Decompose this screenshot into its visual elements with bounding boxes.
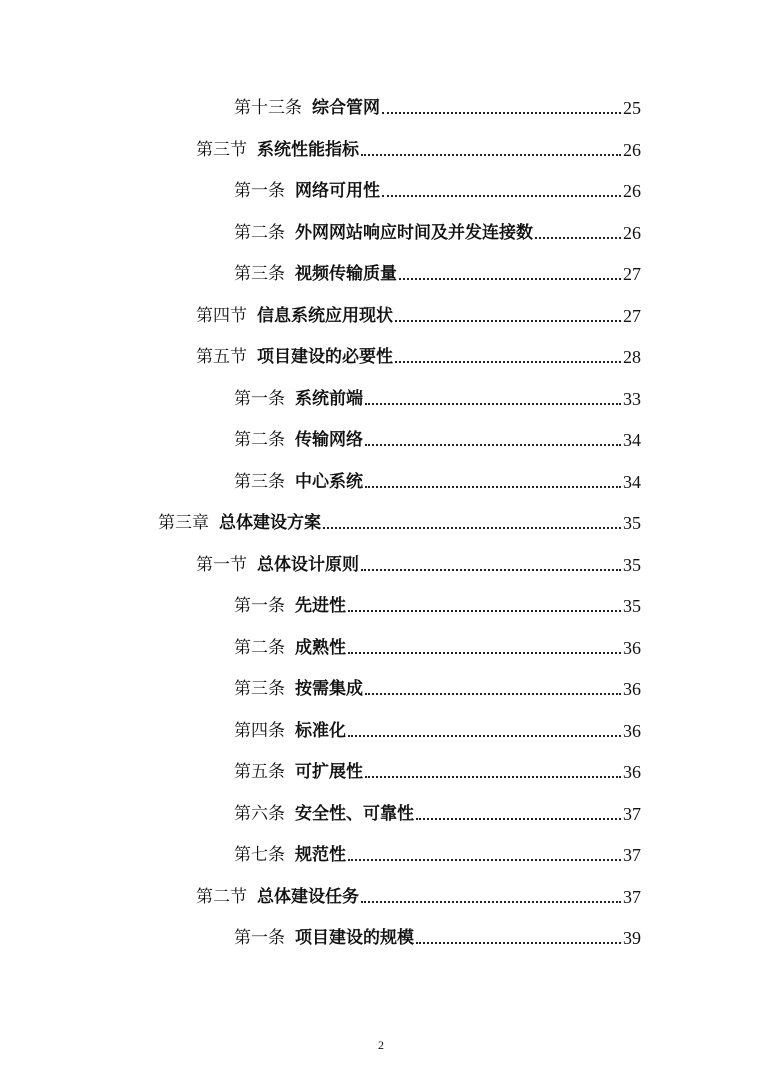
toc-entry[interactable] bbox=[234, 221, 641, 245]
toc-entry[interactable] bbox=[234, 470, 641, 494]
toc-entry-number: 第四条 bbox=[234, 721, 285, 741]
toc-entry-number: 第一条 bbox=[234, 181, 285, 201]
toc-entry[interactable] bbox=[234, 926, 641, 950]
toc-entry[interactable] bbox=[234, 677, 641, 701]
toc-entry-title: 总体建设方案 bbox=[219, 513, 321, 533]
toc-entry-number: 第三条 bbox=[234, 264, 285, 284]
toc-entry-page: 26 bbox=[623, 181, 641, 201]
toc-entry-title: 系统前端 bbox=[295, 389, 363, 409]
toc-entry-number: 第六条 bbox=[234, 804, 285, 824]
toc-entry[interactable] bbox=[234, 636, 641, 660]
toc-entry-number: 第七条 bbox=[234, 845, 285, 865]
toc-entry-number: 第一节 bbox=[196, 555, 247, 575]
toc-entry-title: 总体设计原则 bbox=[257, 555, 359, 575]
toc-entry-title: 中心系统 bbox=[295, 472, 363, 492]
toc-entry-number: 第二节 bbox=[196, 887, 247, 907]
toc-entry-title: 可扩展性 bbox=[295, 762, 363, 782]
toc-entry-number: 第五节 bbox=[196, 347, 247, 367]
toc-entry-number: 第一条 bbox=[234, 928, 285, 948]
toc-entry-page: 36 bbox=[623, 638, 641, 658]
toc-entry-number: 第二条 bbox=[234, 430, 285, 450]
toc-entry[interactable] bbox=[196, 345, 641, 369]
toc-entry-page: 37 bbox=[623, 804, 641, 824]
toc-entry-title: 传输网络 bbox=[295, 430, 363, 450]
toc-entry[interactable] bbox=[158, 511, 641, 535]
toc-entry-number: 第一条 bbox=[234, 389, 285, 409]
dot-leader bbox=[365, 485, 621, 488]
toc-entry[interactable] bbox=[196, 553, 641, 577]
dot-leader bbox=[382, 194, 621, 197]
toc-entry-page: 39 bbox=[623, 928, 641, 948]
toc-entry-title: 标准化 bbox=[295, 721, 346, 741]
dot-leader bbox=[361, 900, 621, 903]
dot-leader bbox=[365, 775, 621, 778]
toc-entry-number: 第三条 bbox=[234, 472, 285, 492]
toc-entry-page: 27 bbox=[623, 264, 641, 284]
toc-entry-number: 第十三条 bbox=[234, 98, 302, 118]
toc-entry-title: 总体建设任务 bbox=[257, 887, 359, 907]
dot-leader bbox=[361, 568, 621, 571]
toc-entry-page: 28 bbox=[623, 347, 641, 367]
toc-entry-title: 网络可用性 bbox=[295, 181, 380, 201]
dot-leader bbox=[416, 941, 621, 944]
toc-entry-page: 26 bbox=[623, 140, 641, 160]
toc-entry-page: 34 bbox=[623, 430, 641, 450]
dot-leader bbox=[416, 817, 621, 820]
toc-entry-title: 项目建设的规模 bbox=[295, 928, 414, 948]
dot-leader bbox=[323, 526, 621, 529]
toc-entry-page: 37 bbox=[623, 887, 641, 907]
dot-leader bbox=[365, 443, 621, 446]
toc-entry-page: 34 bbox=[623, 472, 641, 492]
dot-leader bbox=[348, 734, 621, 737]
toc-entry-title: 先进性 bbox=[295, 596, 346, 616]
toc-entry[interactable] bbox=[234, 262, 641, 286]
toc-entry[interactable] bbox=[234, 760, 641, 784]
toc-entry-page: 35 bbox=[623, 596, 641, 616]
dot-leader bbox=[535, 236, 621, 239]
toc-entry-page: 36 bbox=[623, 762, 641, 782]
toc-entry-page: 35 bbox=[623, 513, 641, 533]
toc-entry-title: 按需集成 bbox=[295, 679, 363, 699]
dot-leader bbox=[395, 319, 621, 322]
toc-entry-number: 第三节 bbox=[196, 140, 247, 160]
toc-entry-number: 第一条 bbox=[234, 596, 285, 616]
toc-entry-number: 第三条 bbox=[234, 679, 285, 699]
toc-entry-page: 33 bbox=[623, 389, 641, 409]
dot-leader bbox=[348, 858, 621, 861]
toc-entry-page: 36 bbox=[623, 679, 641, 699]
dot-leader bbox=[395, 360, 621, 363]
toc-entry-page: 25 bbox=[623, 98, 641, 118]
toc-entry-page: 35 bbox=[623, 555, 641, 575]
toc-entry-number: 第三章 bbox=[158, 513, 209, 533]
toc-entry-title: 成熟性 bbox=[295, 638, 346, 658]
toc-entry[interactable] bbox=[196, 138, 641, 162]
toc-entry[interactable] bbox=[234, 387, 641, 411]
dot-leader bbox=[365, 692, 621, 695]
toc-entry-title: 安全性、可靠性 bbox=[295, 804, 414, 824]
toc-entry-page: 37 bbox=[623, 845, 641, 865]
dot-leader bbox=[365, 402, 621, 405]
toc-entry-title: 系统性能指标 bbox=[257, 140, 359, 160]
toc-entry[interactable] bbox=[234, 843, 641, 867]
toc-entry-title: 综合管网 bbox=[312, 98, 380, 118]
toc-entry[interactable] bbox=[234, 179, 641, 203]
toc-entry-number: 第四节 bbox=[196, 306, 247, 326]
toc-entry-title: 信息系统应用现状 bbox=[257, 306, 393, 326]
toc-entry[interactable] bbox=[234, 594, 641, 618]
toc-entry-number: 第二条 bbox=[234, 638, 285, 658]
dot-leader bbox=[348, 609, 621, 612]
toc-entry[interactable] bbox=[234, 96, 641, 120]
toc-entry[interactable] bbox=[196, 304, 641, 328]
toc-entry-title: 外网网站响应时间及并发连接数 bbox=[295, 223, 533, 243]
toc-entry-number: 第五条 bbox=[234, 762, 285, 782]
toc-entry-page: 36 bbox=[623, 721, 641, 741]
toc-entry[interactable] bbox=[234, 719, 641, 743]
page-number: 2 bbox=[378, 1038, 384, 1052]
toc-entry-title: 规范性 bbox=[295, 845, 346, 865]
dot-leader bbox=[348, 651, 621, 654]
dot-leader bbox=[382, 111, 621, 114]
toc-entry[interactable] bbox=[196, 885, 641, 909]
toc-entry-number: 第二条 bbox=[234, 223, 285, 243]
toc-entry-title: 项目建设的必要性 bbox=[257, 347, 393, 367]
toc-entry[interactable] bbox=[234, 428, 641, 452]
toc-entry-title: 视频传输质量 bbox=[295, 264, 397, 284]
toc-entry-page: 26 bbox=[623, 223, 641, 243]
toc-entry-page: 27 bbox=[623, 306, 641, 326]
dot-leader bbox=[361, 153, 621, 156]
toc-entry[interactable] bbox=[234, 802, 641, 826]
dot-leader bbox=[399, 277, 621, 280]
